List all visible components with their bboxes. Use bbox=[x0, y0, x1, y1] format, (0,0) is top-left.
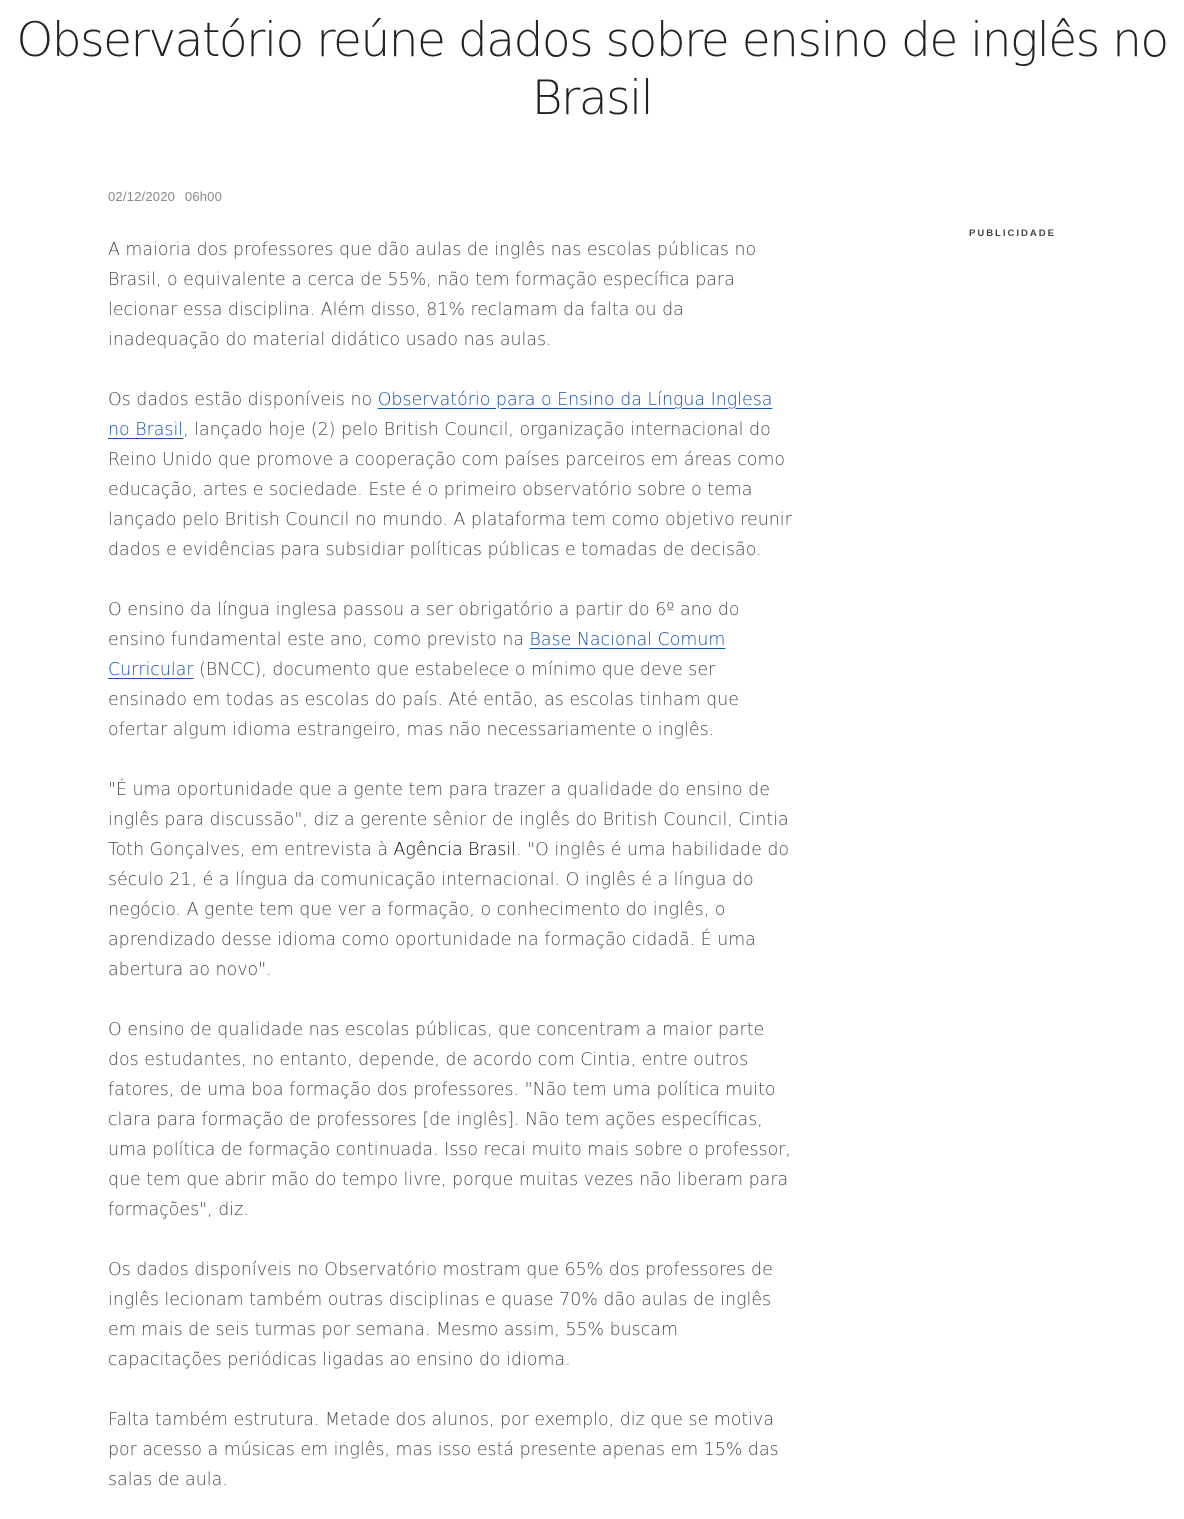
paragraph-line bbox=[108, 715, 822, 745]
text-segment: Os dados disponíveis no Observatório mostram que 65% dos professores de bbox=[108, 1260, 773, 1280]
article-title-line: Brasil bbox=[531, 71, 653, 126]
paragraph-line bbox=[108, 295, 822, 325]
paragraph-line bbox=[108, 1255, 822, 1285]
article-link[interactable]: Observatório para o Ensino da Língua Inglesa bbox=[377, 390, 773, 410]
text-segment: Toth Gonçalves, em entrevista à bbox=[108, 840, 394, 860]
text-segment: fatores, de uma boa formação dos professores. "Não tem uma política muito bbox=[108, 1080, 776, 1100]
article-paragraph bbox=[108, 1255, 822, 1375]
text-segment: salas de aula. bbox=[108, 1470, 228, 1490]
article-paragraph bbox=[108, 775, 822, 985]
paragraph-line bbox=[108, 1075, 822, 1105]
text-segment: Brasil, o equivalente a cerca de 55%, não tem formação específica para bbox=[108, 270, 735, 290]
article-paragraph bbox=[108, 595, 822, 745]
text-segment: lançado pelo British Council no mundo. A plataforma tem como objetivo reunir bbox=[108, 510, 792, 530]
paragraph-line bbox=[108, 655, 822, 685]
paragraph-line bbox=[108, 805, 822, 835]
text-segment: em mais de seis turmas por semana. Mesmo assim, 55% buscam bbox=[108, 1320, 678, 1340]
text-segment: . "O inglês é uma habilidade do bbox=[516, 840, 790, 860]
paragraph-line bbox=[108, 235, 822, 265]
text-segment: clara para formação de professores [de inglês]. Não tem ações específicas, bbox=[108, 1110, 763, 1130]
text-segment: formações", diz. bbox=[108, 1200, 249, 1220]
paragraph-line bbox=[108, 505, 822, 535]
text-segment: (BNCC), documento que estabelece o mínimo que deve ser bbox=[193, 660, 716, 680]
text-segment: século 21, é a língua da comunicação internacional. O inglês é a língua do bbox=[108, 870, 754, 890]
text-segment: abertura ao novo". bbox=[108, 960, 272, 980]
paragraph-line bbox=[108, 265, 822, 295]
paragraph-line bbox=[108, 325, 822, 355]
source-name: Agência Brasil bbox=[393, 840, 517, 860]
text-segment: por acesso a músicas em inglês, mas isso está presente apenas em 15% das bbox=[108, 1440, 779, 1460]
paragraph-line bbox=[108, 1285, 822, 1315]
paragraph-line bbox=[108, 1405, 822, 1435]
text-segment: inglês lecionam também outras disciplinas e quase 70% dão aulas de inglês bbox=[108, 1290, 772, 1310]
paragraph-line bbox=[108, 1435, 822, 1465]
paragraph-line bbox=[108, 1345, 822, 1375]
paragraph-line bbox=[108, 895, 822, 925]
text-segment: educação, artes e sociedade. Este é o primeiro observatório sobre o tema bbox=[108, 480, 753, 500]
article-link[interactable]: Base Nacional Comum bbox=[529, 630, 726, 650]
text-segment: Os dados estão disponíveis no bbox=[108, 390, 378, 410]
paragraph-line bbox=[108, 925, 822, 955]
article-title bbox=[0, 12, 1184, 128]
text-segment: dados e evidências para subsidiar políticas públicas e tomadas de decisão. bbox=[108, 540, 762, 560]
paragraph-line bbox=[108, 1015, 822, 1045]
paragraph-line bbox=[108, 415, 822, 445]
text-segment: A maioria dos professores que dão aulas de inglês nas escolas públicas no bbox=[108, 240, 757, 260]
paragraph-line bbox=[108, 955, 822, 985]
publish-time: 06h00 bbox=[184, 189, 223, 204]
text-segment: que tem que abrir mão do tempo livre, porque muitas vezes não liberam para bbox=[108, 1170, 789, 1190]
text-segment: ofertar algum idioma estrangeiro, mas não necessariamente o inglês. bbox=[108, 720, 715, 740]
paragraph-line bbox=[108, 1135, 822, 1165]
text-segment: , lançado hoje (2) pelo British Council, organização internacional do bbox=[183, 420, 771, 440]
text-segment: Falta também estrutura. Metade dos alunos, por exemplo, diz que se motiva bbox=[108, 1410, 774, 1430]
paragraph-line bbox=[108, 1465, 822, 1495]
paragraph-line bbox=[108, 1195, 822, 1225]
article-link[interactable]: no Brasil bbox=[108, 420, 184, 440]
paragraph-line bbox=[108, 1045, 822, 1075]
text-segment: capacitações periódicas ligadas ao ensino do idioma. bbox=[108, 1350, 571, 1370]
text-segment: dos estudantes, no entanto, depende, de acordo com Cintia, entre outros bbox=[108, 1050, 749, 1070]
paragraph-line bbox=[108, 535, 822, 565]
paragraph-line bbox=[108, 865, 822, 895]
text-segment: O ensino da língua inglesa passou a ser obrigatório a partir do 6º ano do bbox=[108, 600, 740, 620]
paragraph-line bbox=[108, 445, 822, 475]
paragraph-line bbox=[108, 1105, 822, 1135]
publish-date: 02/12/2020 bbox=[108, 189, 176, 204]
article-paragraph bbox=[108, 385, 822, 565]
article-paragraph bbox=[108, 1015, 822, 1225]
paragraph-line bbox=[108, 835, 822, 865]
text-segment: uma política de formação continuada. Isso recai muito mais sobre o professor, bbox=[108, 1140, 791, 1160]
paragraph-line bbox=[108, 775, 822, 805]
paragraph-line bbox=[108, 1315, 822, 1345]
text-segment: lecionar essa disciplina. Além disso, 81% reclamam da falta ou da bbox=[108, 300, 684, 320]
paragraph-line bbox=[108, 685, 822, 715]
text-segment: "É uma oportunidade que a gente tem para trazer a qualidade do ensino de bbox=[108, 780, 770, 800]
text-segment: ensino fundamental este ano, como previsto na bbox=[108, 630, 530, 650]
article-meta bbox=[108, 189, 222, 204]
article-body bbox=[108, 235, 822, 1495]
text-segment: Reino Unido que promove a cooperação com países parceiros em áreas como bbox=[108, 450, 786, 470]
text-segment: ensinado em todas as escolas do país. Até então, as escolas tinham que bbox=[108, 690, 739, 710]
paragraph-line bbox=[108, 1165, 822, 1195]
text-segment: O ensino de qualidade nas escolas públicas, que concentram a maior parte bbox=[108, 1020, 765, 1040]
text-segment: inglês para discussão", diz a gerente sênior de inglês do British Council, Cintia bbox=[108, 810, 789, 830]
article-paragraph bbox=[108, 1405, 822, 1495]
text-segment: negócio. A gente tem que ver a formação, o conhecimento do inglês, o bbox=[108, 900, 726, 920]
text-segment: aprendizado desse idioma como oportunidade na formação cidadã. É uma bbox=[108, 930, 756, 950]
article-title-line: Observatório reúne dados sobre ensino de inglês no bbox=[16, 13, 1168, 68]
article-link[interactable]: Curricular bbox=[108, 660, 194, 680]
advertising-label: PUBLICIDADE bbox=[969, 228, 1056, 239]
paragraph-line bbox=[108, 385, 822, 415]
paragraph-line bbox=[108, 475, 822, 505]
paragraph-line bbox=[108, 625, 822, 655]
article-paragraph bbox=[108, 235, 822, 355]
paragraph-line bbox=[108, 595, 822, 625]
text-segment: inadequação do material didático usado nas aulas. bbox=[108, 330, 552, 350]
